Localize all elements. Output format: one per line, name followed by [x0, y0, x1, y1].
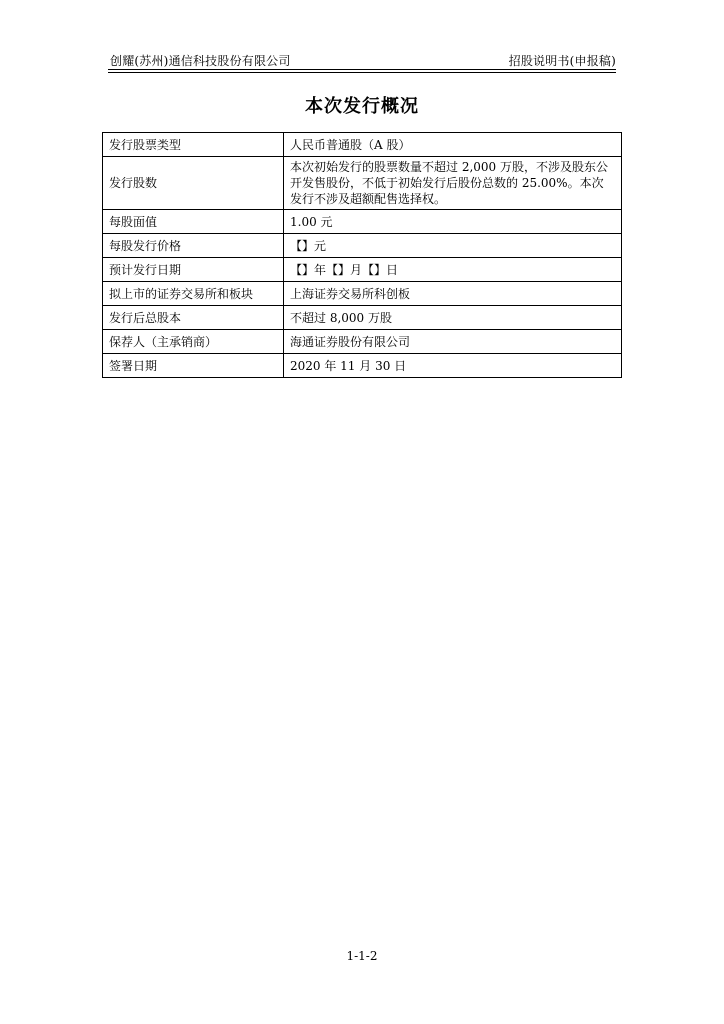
row-label: 每股发行价格 [103, 234, 284, 258]
table-row [103, 282, 622, 306]
page-title: 本次发行概况 [305, 96, 419, 117]
table-row [103, 133, 622, 157]
row-value: 【】年【】月【】日 [284, 258, 622, 282]
row-value: 本次初始发行的股票数量不超过 2,000 万股，不涉及股东公开发售股份，不低于初始发行后股份总数的 25.00%。本次发行不涉及超额配售选择权。 [284, 157, 622, 210]
row-value: 1.00 元 [284, 210, 622, 234]
table-row [103, 210, 622, 234]
table-row [103, 330, 622, 354]
table-row [103, 234, 622, 258]
table-row [103, 306, 622, 330]
row-label: 保荐人（主承销商） [103, 330, 284, 354]
table-row [103, 258, 622, 282]
page-number: 1-1-2 [346, 949, 378, 963]
row-value: 不超过 8,000 万股 [284, 306, 622, 330]
offering-overview-table [102, 132, 622, 378]
row-label: 签署日期 [103, 354, 284, 378]
row-value: 海通证券股份有限公司 [284, 330, 622, 354]
header-divider-thin [108, 72, 616, 73]
row-value: 人民币普通股（A 股） [284, 133, 622, 157]
row-label: 发行后总股本 [103, 306, 284, 330]
row-value: 【】元 [284, 234, 622, 258]
row-label: 发行股票类型 [103, 133, 284, 157]
table-row [103, 354, 622, 378]
header-company: 创耀(苏州)通信科技股份有限公司 [110, 54, 291, 68]
row-label: 拟上市的证券交易所和板块 [103, 282, 284, 306]
row-value: 2020 年 11 月 30 日 [284, 354, 622, 378]
row-label: 发行股数 [103, 157, 284, 210]
row-label: 预计发行日期 [103, 258, 284, 282]
table-row [103, 157, 622, 210]
header-doc-type: 招股说明书(申报稿) [508, 54, 616, 68]
row-value: 上海证券交易所科创板 [284, 282, 622, 306]
header-divider [108, 69, 616, 70]
row-label: 每股面值 [103, 210, 284, 234]
